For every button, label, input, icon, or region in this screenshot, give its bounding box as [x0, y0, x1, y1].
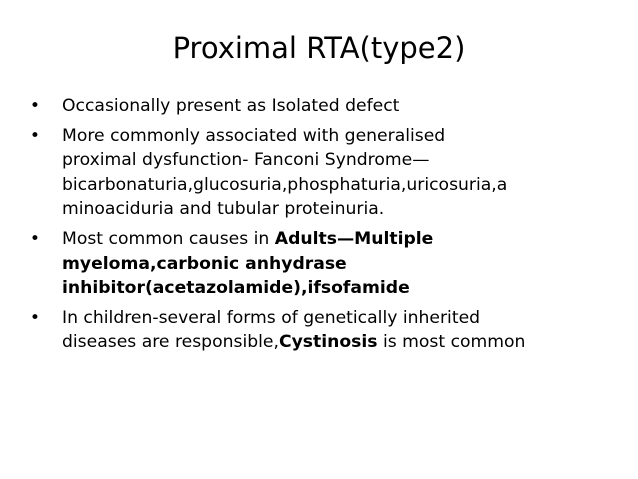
bullet-icon: •	[29, 307, 41, 328]
bullet-icon: •	[29, 125, 41, 146]
bullet-line	[62, 173, 628, 198]
bullet-text-bold: myeloma,carbonic anhydrase	[62, 253, 347, 274]
bullet-text: proximal dysfunction- Fanconi Syndrome—	[62, 150, 430, 171]
bullet-icon: •	[29, 96, 41, 116]
bullet-line	[62, 252, 628, 277]
bullet-line	[62, 227, 628, 252]
bullet-line	[62, 306, 628, 331]
bullet-line	[62, 276, 628, 301]
bullet-text: Most common causes in	[62, 228, 275, 249]
bullet-text: minoaciduria and tubular proteinuria.	[62, 199, 385, 220]
bullet-item	[28, 94, 628, 119]
bullet-text: In children-several forms of genetically inherited	[62, 307, 481, 328]
bullet-line	[62, 124, 628, 149]
bullet-line	[62, 148, 628, 173]
bullet-text: is most common	[377, 332, 526, 353]
bullet-text: Occasionally present as Isolated defect	[62, 96, 400, 116]
bullet-item	[28, 306, 628, 355]
bullet-line	[62, 94, 628, 119]
bullet-line	[62, 330, 628, 355]
bullet-list	[28, 94, 628, 360]
bullet-text-bold: Cystinosis	[278, 332, 378, 353]
slide-title: Proximal RTA(type2)	[172, 31, 466, 65]
bullet-icon: •	[29, 228, 41, 249]
bullet-line	[62, 197, 628, 222]
bullet-item	[28, 124, 628, 222]
bullet-item	[28, 227, 628, 301]
bullet-text-bold: inhibitor(acetazolamide),ifsofamide	[62, 278, 410, 299]
bullet-text: diseases are responsible,	[62, 332, 279, 353]
bullet-text: bicarbonaturia,glucosuria,phosphaturia,uricosuria,a	[62, 174, 508, 195]
bullet-text-bold: Adults—Multiple	[274, 228, 434, 249]
bullet-text: More commonly associated with generalised	[62, 125, 446, 146]
